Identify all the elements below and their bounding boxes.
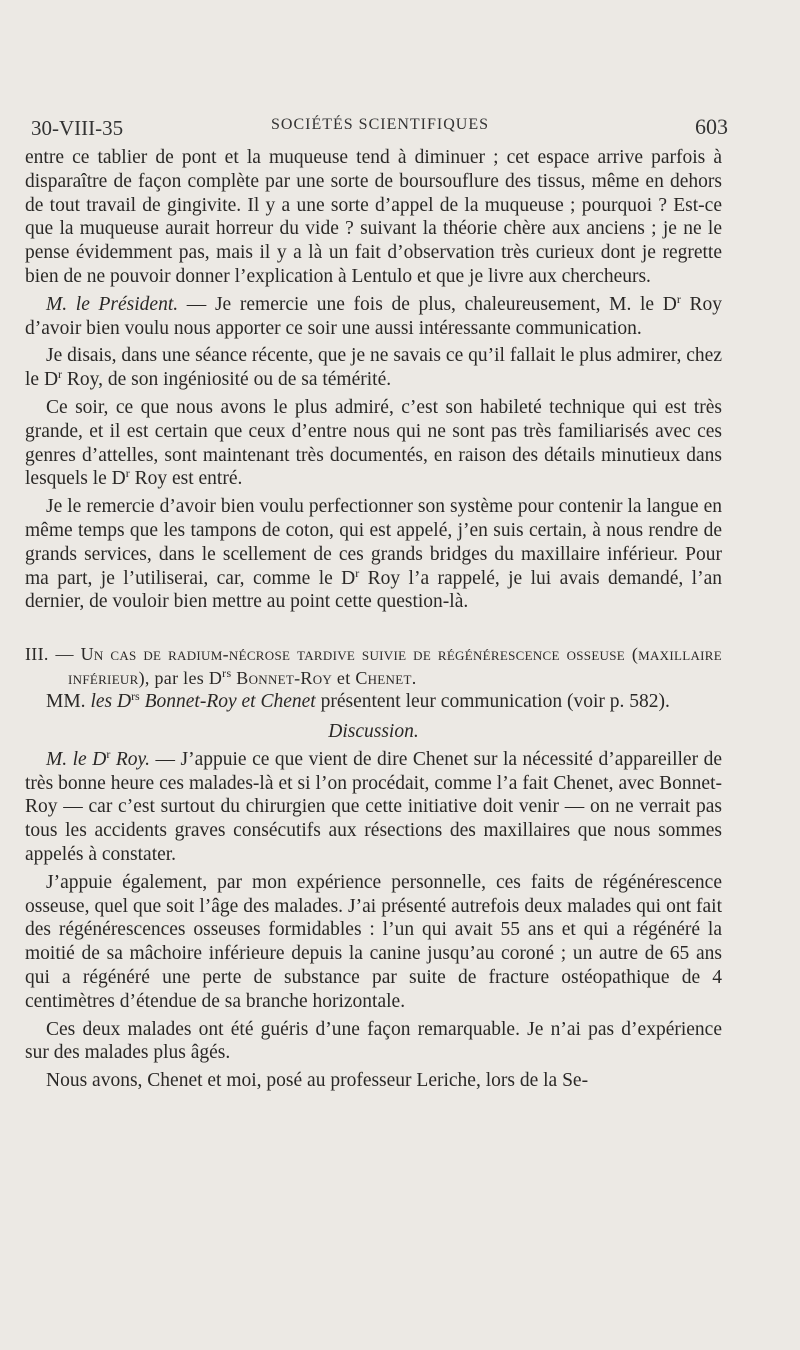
issue-date: 30-VIII-35 [31,116,124,140]
speaker-president: M. le Président. [46,293,179,315]
paragraph-5: Je le remercie d’avoir bien voulu perfectionner son système pour contenir la langue en même temps que les tampons de coton, qui est appelé, j’en suis certain, à nous rendre de grands services, dans le scellement de ces grands bridges du maxillaire inférieur. Pour ma part, je l’utiliserai, car, comme le $D^r$ Roy l’a rappelé, je lui avais demandé, l’an dernier, de vouloir bien mettre au point cette question-là. [25,496,722,613]
paragraph-4: Ce soir, ce que nous avons le plus admiré, c’est son habileté technique qui est très grande, et il est certain que ceux d’entre nous qui ne sont pas très familiarisés avec ces genres d’attelles, sont maintenant très documentés, en raison des détails minutieux dans lesquels le $D^r$ Roy est entré. [25,396,722,490]
paragraph-7: J’appuie également, par mon expérience personnelle, ces faits de régénérescence osseuse, quel que soit l’âge des malades. J’ai présenté autrefois deux malades qui ont fait des régénérescences osseuses formidables : l’un qui avait 55 ans et qui a régénéré la moitié de sa mâchoire inférieure depuis la canine jusqu’au coroné ; un autre de 65 ans qui a régénéré une perte de substance par suite de fracture ostéopathique de 4 centimètres d’étendue de sa branche horizontale. [25,871,722,1012]
running-head [25,112,728,146]
page-number: 603 [695,114,728,139]
paragraph-8: Ces deux malades ont été guéris d’une façon remarquable. Je n’ai pas d’expérience sur des malades plus âgés. [25,1018,722,1064]
paragraph-9: Nous avons, Chenet et moi, posé au professeur Leriche, lors de la Se- [46,1070,589,1092]
paragraph-1: entre ce tablier de pont et la muqueuse tend à diminuer ; cet espace arrive parfois à disparaître de façon complète par une sorte de boursouflure des tissus, même en dehors de tout travail de gingivite. Il y a une sorte d’appel de la muqueuse ; pourquoi ? Est-ce que la muqueuse aurait horreur du vide ? suivant la théorie chère aux anciens ; je ne le pense évidemment pas, mais il y a là un fait d’observation très curieux dont je regrette bien de ne pouvoir donner l’explication à Lentulo et que je livre aux chercheurs. [25,147,722,287]
paragraph-roy: M. le $D^r$ Roy. — J’appuie ce que vient de dire Chenet sur la nécessité d’appareiller de très bonne heure ces malades-là et si l’on procédait, comme l’a fait Chenet, avec Bonnet-Roy — car c’est surtout du chirurgien que cette initiative doit venir — on ne verrait pas tous les accidents graves consécutifs aux résections des maxillaires que nous sommes appelés à constater. [25,746,722,865]
paragraph-3: Je disais, dans une séance récente, que je ne savais ce qu’il fallait le plus admirer, chez le $D^r$ Roy, de son ingéniosité ou de sa témérité. [25,345,722,391]
body-text [25,146,722,1093]
paragraph-mm: MM. les $D^{rs}$ Bonnet-Roy et Chenet présentent leur communication (voir p. 582). [46,689,670,713]
discussion-heading: Discussion. [328,720,419,742]
section-title: SOCIÉTÉS SCIENTIFIQUES [271,116,490,133]
paragraph-president: M. le Président. — Je remercie une fois de plus, chaleureusement, M. le $D^r$ Roy d’avoir bien voulu nous apporter ce soir une aussi intéressante communication. [25,291,722,339]
section-heading: III. — Un cas de radium-nécrose tardive suivie de régénérescence osseuse (maxillaire inférieur), par les $D^{rs}$ Bonnet-Roy et Chenet. [25,644,722,689]
